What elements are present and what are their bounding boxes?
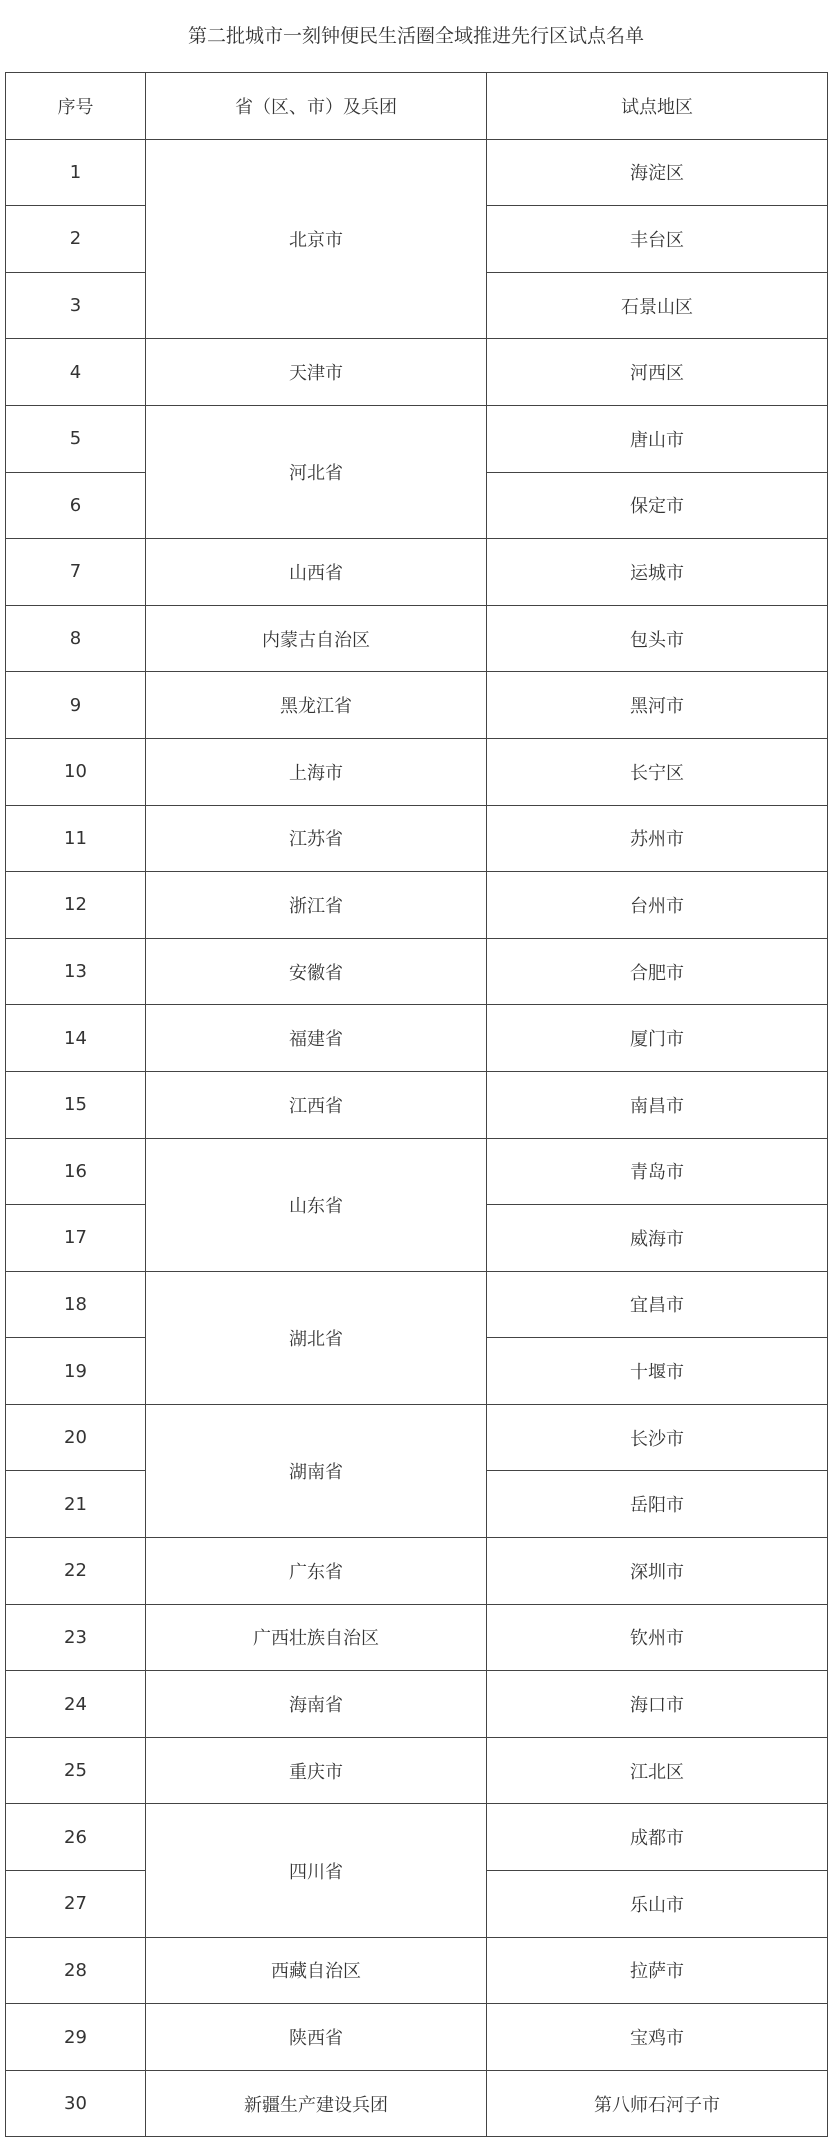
area-cell: 海淀区 xyxy=(487,139,828,206)
province-cell: 内蒙古自治区 xyxy=(146,605,487,672)
seq-cell: 16 xyxy=(6,1138,146,1205)
table-body xyxy=(6,139,828,2137)
area-cell: 保定市 xyxy=(487,472,828,539)
seq-cell: 24 xyxy=(6,1671,146,1738)
header-area: 试点地区 xyxy=(487,73,828,140)
seq-cell: 17 xyxy=(6,1205,146,1272)
province-cell: 山东省 xyxy=(146,1138,487,1271)
table-row xyxy=(6,605,828,672)
province-cell: 广西壮族自治区 xyxy=(146,1604,487,1671)
province-cell: 陕西省 xyxy=(146,2004,487,2071)
area-cell: 宝鸡市 xyxy=(487,2004,828,2071)
table-row xyxy=(6,405,828,472)
province-cell: 湖北省 xyxy=(146,1271,487,1404)
province-cell: 湖南省 xyxy=(146,1404,487,1537)
province-cell: 江苏省 xyxy=(146,805,487,872)
table-row xyxy=(6,938,828,1005)
area-cell: 合肥市 xyxy=(487,938,828,1005)
province-cell: 北京市 xyxy=(146,139,487,339)
seq-cell: 25 xyxy=(6,1737,146,1804)
seq-cell: 8 xyxy=(6,605,146,672)
area-cell: 深圳市 xyxy=(487,1538,828,1605)
province-cell: 福建省 xyxy=(146,1005,487,1072)
document-title: 第二批城市一刻钟便民生活圈全域推进先行区试点名单 xyxy=(187,25,644,47)
area-cell: 钦州市 xyxy=(487,1604,828,1671)
seq-cell: 22 xyxy=(6,1538,146,1605)
seq-cell: 5 xyxy=(6,405,146,472)
province-cell: 安徽省 xyxy=(146,938,487,1005)
header-province: 省（区、市）及兵团 xyxy=(146,73,487,140)
seq-cell: 14 xyxy=(6,1005,146,1072)
table-row xyxy=(6,672,828,739)
seq-cell: 11 xyxy=(6,805,146,872)
table-row xyxy=(6,738,828,805)
seq-cell: 21 xyxy=(6,1471,146,1538)
province-cell: 西藏自治区 xyxy=(146,1937,487,2004)
table-row xyxy=(6,139,828,206)
table-row xyxy=(6,2070,828,2137)
seq-cell: 7 xyxy=(6,539,146,606)
seq-cell: 26 xyxy=(6,1804,146,1871)
seq-cell: 6 xyxy=(6,472,146,539)
province-cell: 海南省 xyxy=(146,1671,487,1738)
area-cell: 威海市 xyxy=(487,1205,828,1272)
area-cell: 黑河市 xyxy=(487,672,828,739)
table-row xyxy=(6,1404,828,1471)
seq-cell: 19 xyxy=(6,1338,146,1405)
table-row xyxy=(6,1538,828,1605)
table-row xyxy=(6,1005,828,1072)
province-cell: 浙江省 xyxy=(146,872,487,939)
seq-cell: 13 xyxy=(6,938,146,1005)
seq-cell: 1 xyxy=(6,139,146,206)
table-row xyxy=(6,1671,828,1738)
table-row xyxy=(6,1604,828,1671)
seq-cell: 12 xyxy=(6,872,146,939)
area-cell: 运城市 xyxy=(487,539,828,606)
province-cell: 新疆生产建设兵团 xyxy=(146,2070,487,2137)
area-cell: 江北区 xyxy=(487,1737,828,1804)
seq-cell: 30 xyxy=(6,2070,146,2137)
pilot-list-table xyxy=(5,72,828,2137)
seq-cell: 29 xyxy=(6,2004,146,2071)
area-cell: 岳阳市 xyxy=(487,1471,828,1538)
area-cell: 台州市 xyxy=(487,872,828,939)
area-cell: 拉萨市 xyxy=(487,1937,828,2004)
province-cell: 山西省 xyxy=(146,539,487,606)
area-cell: 丰台区 xyxy=(487,206,828,273)
table-row xyxy=(6,805,828,872)
table-row xyxy=(6,2004,828,2071)
province-cell: 四川省 xyxy=(146,1804,487,1937)
area-cell: 宜昌市 xyxy=(487,1271,828,1338)
header-seq: 序号 xyxy=(6,73,146,140)
seq-cell: 9 xyxy=(6,672,146,739)
table-row xyxy=(6,1138,828,1205)
area-cell: 十堰市 xyxy=(487,1338,828,1405)
province-cell: 天津市 xyxy=(146,339,487,406)
province-cell: 上海市 xyxy=(146,738,487,805)
table-row xyxy=(6,872,828,939)
province-cell: 重庆市 xyxy=(146,1737,487,1804)
table-header-row xyxy=(6,73,828,140)
table-row xyxy=(6,1804,828,1871)
seq-cell: 23 xyxy=(6,1604,146,1671)
area-cell: 第八师石河子市 xyxy=(487,2070,828,2137)
table-row xyxy=(6,339,828,406)
area-cell: 海口市 xyxy=(487,1671,828,1738)
table-row xyxy=(6,539,828,606)
area-cell: 长宁区 xyxy=(487,738,828,805)
province-cell: 江西省 xyxy=(146,1071,487,1138)
province-cell: 黑龙江省 xyxy=(146,672,487,739)
area-cell: 厦门市 xyxy=(487,1005,828,1072)
table-row xyxy=(6,1737,828,1804)
seq-cell: 20 xyxy=(6,1404,146,1471)
seq-cell: 10 xyxy=(6,738,146,805)
area-cell: 石景山区 xyxy=(487,272,828,339)
seq-cell: 2 xyxy=(6,206,146,273)
seq-cell: 28 xyxy=(6,1937,146,2004)
area-cell: 乐山市 xyxy=(487,1871,828,1938)
seq-cell: 27 xyxy=(6,1871,146,1938)
province-cell: 广东省 xyxy=(146,1538,487,1605)
seq-cell: 18 xyxy=(6,1271,146,1338)
seq-cell: 15 xyxy=(6,1071,146,1138)
area-cell: 南昌市 xyxy=(487,1071,828,1138)
seq-cell: 4 xyxy=(6,339,146,406)
seq-cell: 3 xyxy=(6,272,146,339)
area-cell: 河西区 xyxy=(487,339,828,406)
area-cell: 青岛市 xyxy=(487,1138,828,1205)
table-row xyxy=(6,1271,828,1338)
area-cell: 长沙市 xyxy=(487,1404,828,1471)
area-cell: 包头市 xyxy=(487,605,828,672)
table-row xyxy=(6,1071,828,1138)
area-cell: 唐山市 xyxy=(487,405,828,472)
area-cell: 苏州市 xyxy=(487,805,828,872)
province-cell: 河北省 xyxy=(146,405,487,538)
table-row xyxy=(6,1937,828,2004)
area-cell: 成都市 xyxy=(487,1804,828,1871)
